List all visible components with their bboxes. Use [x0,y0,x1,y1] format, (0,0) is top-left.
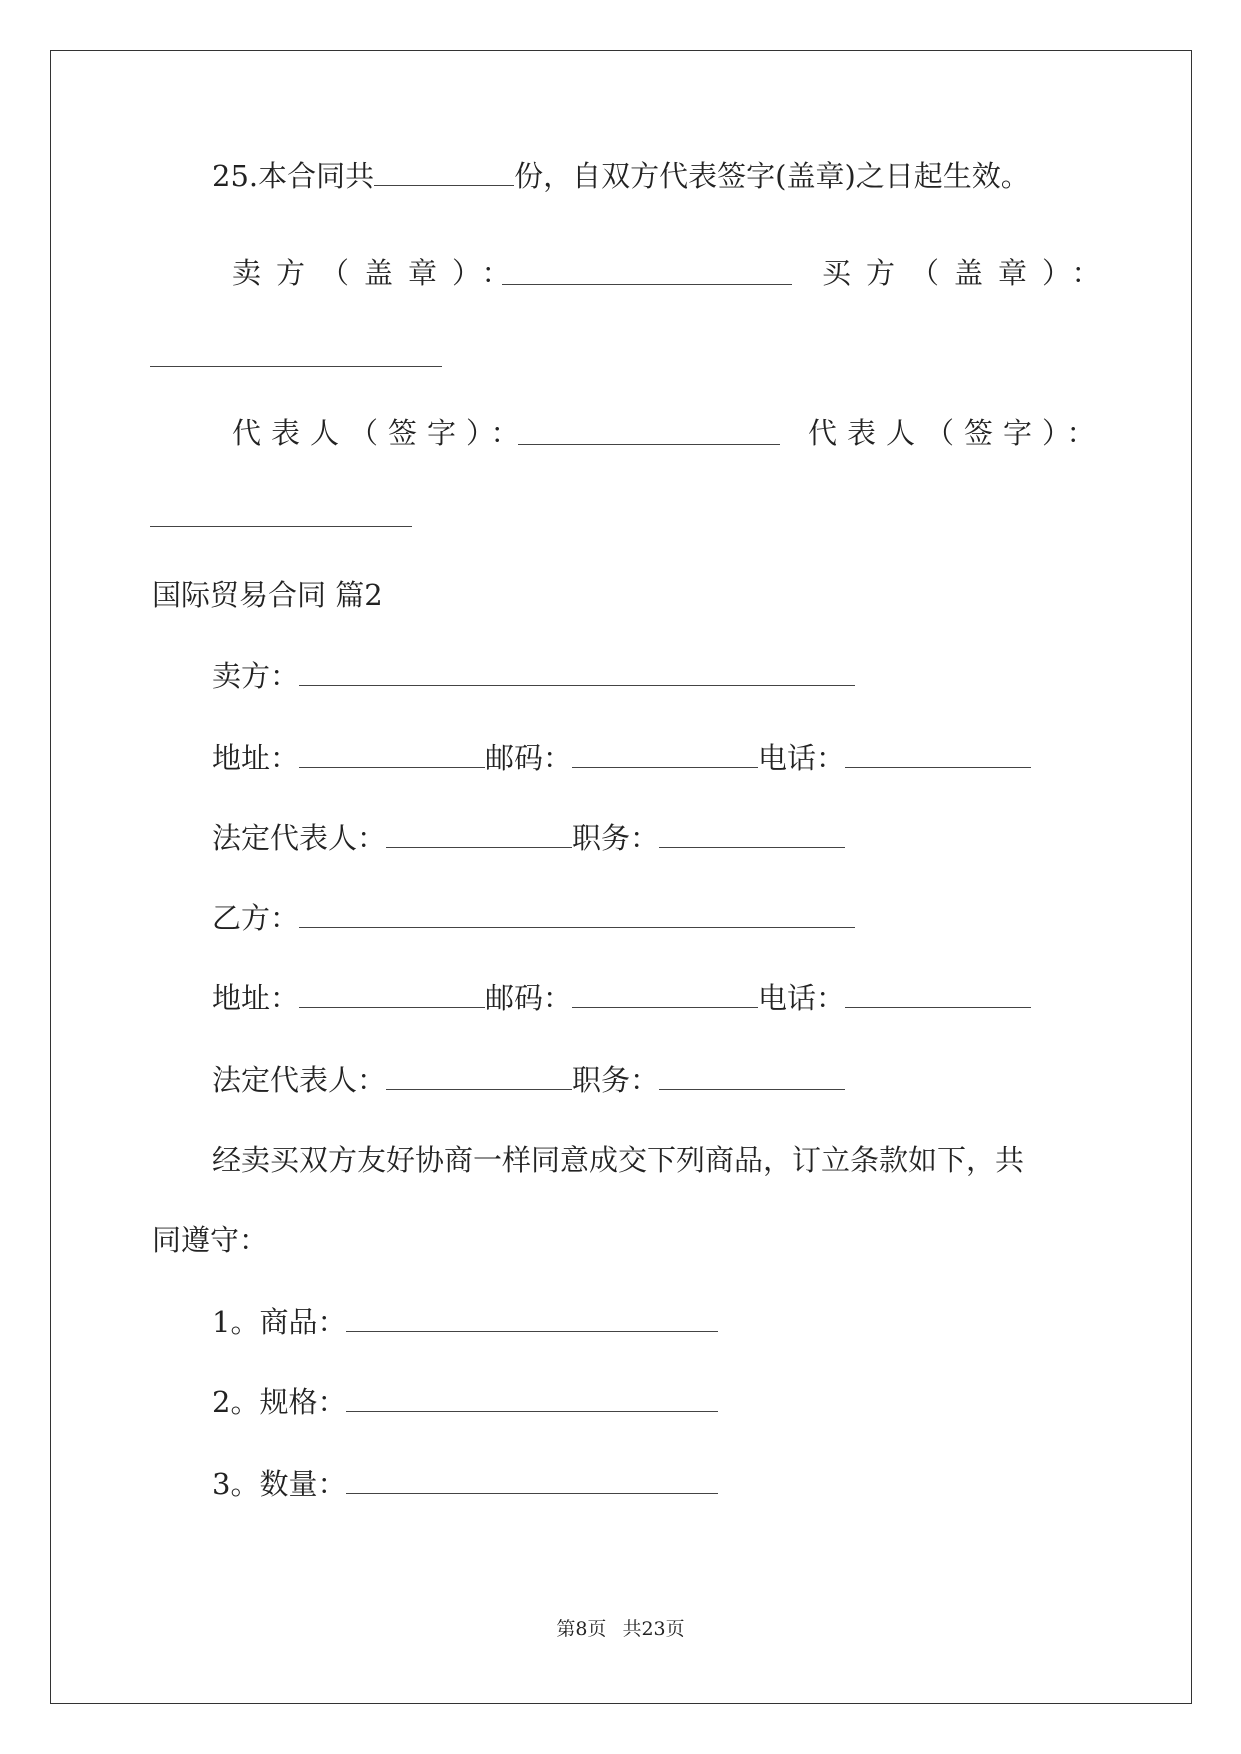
party-a-blank[interactable] [299,659,855,686]
party-b-address-label: 地址： [212,981,300,1015]
item-row [212,1384,718,1420]
buyer-rep-blank[interactable] [150,526,412,527]
item-row [212,1466,718,1502]
page-border [50,50,1192,1704]
section-title: 国际贸易合同 篇2 [152,578,383,612]
intro-line-1: 经卖买双方友好协商一样同意成交下列商品，订立条款如下，共 [212,1143,1025,1177]
party-a-phone-blank[interactable] [845,741,1031,768]
party-b-address-blank[interactable] [299,981,485,1008]
party-b-phone-blank[interactable] [845,981,1031,1008]
item-blank[interactable] [346,1467,718,1494]
party-b-postcode-label: 邮码： [485,981,573,1015]
party-a-label: 卖方： [212,659,300,693]
buyer-seal-label: 买方（盖章）： [822,256,1116,290]
party-a-postcode-label: 邮码： [485,741,573,775]
item-blank[interactable] [346,1305,718,1332]
party-a-legal-rep-label: 法定代表人： [212,821,387,855]
party-a-position-blank[interactable] [659,821,845,848]
seller-seal-label: 卖方（盖章）： [232,256,526,290]
item-label: 1。商品： [212,1305,347,1339]
party-b-blank[interactable] [299,901,855,928]
item-blank[interactable] [346,1385,718,1412]
party-a-phone-label: 电话： [758,741,846,775]
seller-rep-label: 代表人（签字）： [232,416,530,450]
item-row [212,1304,718,1340]
party-a-postcode-blank[interactable] [572,741,758,768]
page-total: 共23页 [622,1618,685,1640]
page-number: 第8页 [556,1618,607,1640]
clause-25-pre: 25.本合同共 [212,159,375,193]
buyer-rep-label: 代表人（签字）： [808,416,1106,450]
party-b-label: 乙方： [212,901,300,935]
party-b-rep-row [212,1062,845,1098]
seller-seal-blank[interactable] [502,284,792,285]
party-b-phone-label: 电话： [758,981,846,1015]
clause-25-post: 份，自双方代表签字(盖章)之日起生效。 [514,159,1030,193]
seller-rep-blank[interactable] [518,444,780,445]
party-b-legal-rep-blank[interactable] [386,1063,572,1090]
party-a-address-label: 地址： [212,741,300,775]
item-label: 3。数量： [212,1467,347,1501]
party-b-postcode-blank[interactable] [572,981,758,1008]
party-a-rep-row [212,820,845,856]
party-b-legal-rep-label: 法定代表人： [212,1063,387,1097]
party-b-position-label: 职务： [572,1063,660,1097]
party-a-contact-row [212,740,1031,776]
party-b-row [212,900,855,936]
party-b-contact-row [212,980,1031,1016]
buyer-seal-blank[interactable] [150,366,442,367]
page-footer [0,1617,1241,1641]
clause-25 [212,158,1030,194]
party-a-legal-rep-blank[interactable] [386,821,572,848]
copies-blank[interactable] [374,159,514,186]
party-a-address-blank[interactable] [299,741,485,768]
intro-line-2: 同遵守： [152,1223,269,1257]
party-b-position-blank[interactable] [659,1063,845,1090]
item-label: 2。规格： [212,1385,347,1419]
party-a-position-label: 职务： [572,821,660,855]
party-a-row [212,658,855,694]
